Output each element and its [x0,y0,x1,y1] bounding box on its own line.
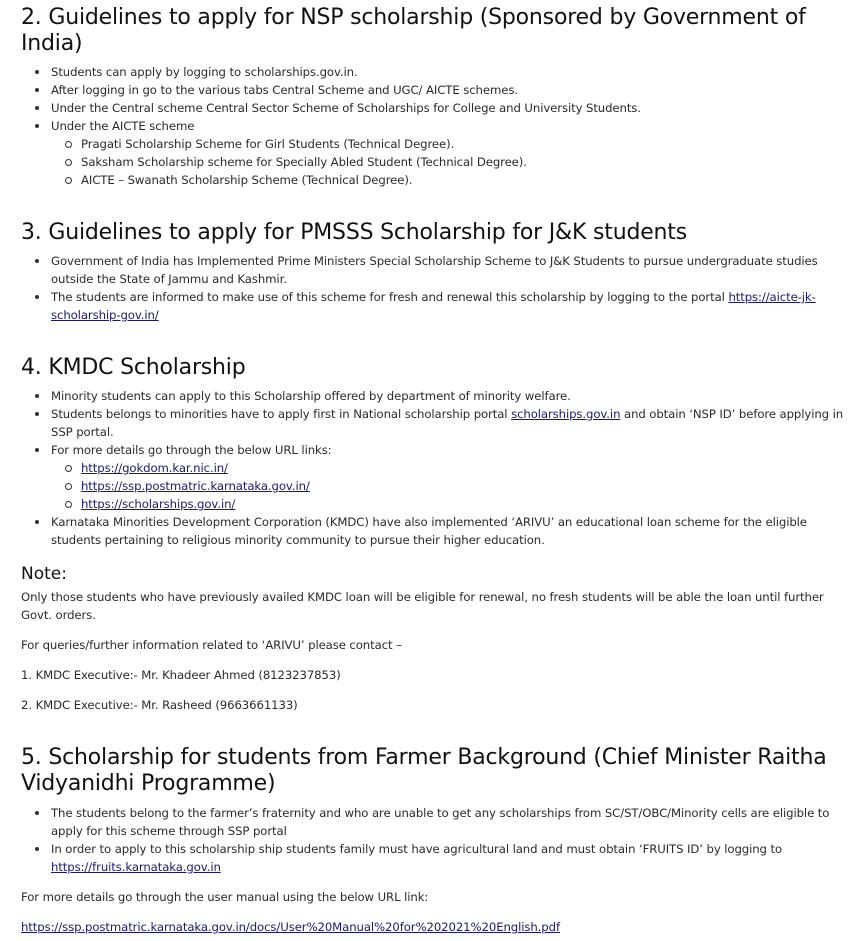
ssp-link[interactable]: https://ssp.postmatric.karnataka.gov.in/ [81,479,310,493]
nsp-portal-link[interactable]: scholarships.gov.in [511,407,621,421]
list-item: Minority students can apply to this Scholarship offered by department of minority welfare. [31,387,857,405]
contact2-block [21,696,857,714]
sublist-item [61,477,857,495]
list-item-label: Under the AICTE scheme [51,119,195,133]
note-paragraph: Only those students who have previously availed KMDC loan will be eligible for renewal, no fresh students will be able the loan until further Govt. orders. [21,590,824,622]
list-item [31,840,857,876]
list-item-label: For more details go through the below URL links: [51,443,332,457]
nsp-list [31,63,857,189]
heading-farmer: 5. Scholarship for students from Farmer Background (Chief Minister Raitha Vidyanidhi Programme) [21,745,827,796]
note-para2-block [21,636,857,654]
manual-intro: For more details go through the user manual using the below URL link: [21,890,429,904]
farmer-list [31,804,857,876]
list-item-text: In order to apply to this scholarship ship students family must have agricultural land and must obtain ‘FRUITS ID’ by logging to [51,842,783,856]
sublist-item [61,495,857,513]
list-item-text: Students belongs to minorities have to apply first in National scholarship portal [51,407,512,421]
list-item: After logging in go to the various tabs Central Scheme and UGC/ AICTE schemes. [31,81,857,99]
list-item [31,441,857,513]
note-heading: Note: [21,564,67,584]
list-item-text: and obtain ‘NSP ID’ before applying in SSP portal. [51,407,844,439]
kmdc-list-block [21,387,857,549]
list-item-text: The students are informed to make use of this scheme for fresh and renewal this scholarship by logging to the portal [51,290,729,304]
section-kmdc [21,355,857,381]
sublist-item: Saksham Scholarship scheme for Specially Abled Student (Technical Degree). [61,153,857,171]
pmsss-list [31,252,857,324]
manual-link-block [21,918,857,936]
list-item [31,405,857,441]
contact-line: 1. KMDC Executive:- Mr. Khadeer Ahmed (8123237853) [21,668,341,682]
section-farmer [21,745,857,797]
fruits-link[interactable]: https://fruits.karnataka.gov.in [51,860,221,874]
list-item: The students belong to the farmer’s fraternity and who are unable to get any scholarships from SC/ST/OBC/Minority cells are eligible to apply for this scheme through SSP portal [31,804,857,840]
note-para1-block [21,588,857,624]
note-block [21,563,857,585]
aicte-jk-link[interactable]: https://aicte-jk-scholarship-gov.in/ [51,290,816,322]
contact1-block [21,666,857,684]
list-item [31,117,857,189]
contact-intro: For queries/further information related to ‘ARIVU’ please contact – [21,638,402,652]
aicte-sublist [61,135,857,189]
manual-link-line [21,918,857,936]
heading-kmdc: 4. KMDC Scholarship [21,355,246,380]
heading-pmsss: 3. Guidelines to apply for PMSSS Scholarship for J&K students [21,220,687,245]
list-item: Students can apply by logging to scholarships.gov.in. [31,63,857,81]
pmsss-list-block [21,252,857,324]
kmdc-links [61,459,857,513]
contact-line: 2. KMDC Executive:- Mr. Rasheed (9663661133) [21,698,298,712]
list-item [31,288,857,324]
list-item: Government of India has Implemented Prime Ministers Special Scholarship Scheme to J&K Students to pursue undergraduate studies outside the State of Jammu and Kashmir. [31,252,857,288]
farmer-list-block [21,804,857,876]
kmdc-list [31,387,857,549]
scholarships-link[interactable]: https://scholarships.gov.in/ [81,497,236,511]
section-nsp [21,5,857,57]
sublist-item [61,459,857,477]
gokdom-link[interactable]: https://gokdom.kar.nic.in/ [81,461,228,475]
list-item: Under the Central scheme Central Sector Scheme of Scholarships for College and University Students. [31,99,857,117]
list-item: Karnataka Minorities Development Corporation (KMDC) have also implemented ‘ARIVU’ an educational loan scheme for the eligible students pertaining to religious minority community to pursue their higher education. [31,513,857,549]
user-manual-link[interactable]: https://ssp.postmatric.karnataka.gov.in/docs/User%20Manual%20for%202021%20English.pdf [21,920,560,934]
section-pmsss [21,220,857,246]
nsp-list-block [21,63,857,189]
sublist-item: Pragati Scholarship Scheme for Girl Students (Technical Degree). [61,135,857,153]
heading-nsp: 2. Guidelines to apply for NSP scholarship (Sponsored by Government of India) [21,5,806,56]
manual-intro-block [21,888,857,906]
sublist-item: AICTE – Swanath Scholarship Scheme (Technical Degree). [61,171,857,189]
